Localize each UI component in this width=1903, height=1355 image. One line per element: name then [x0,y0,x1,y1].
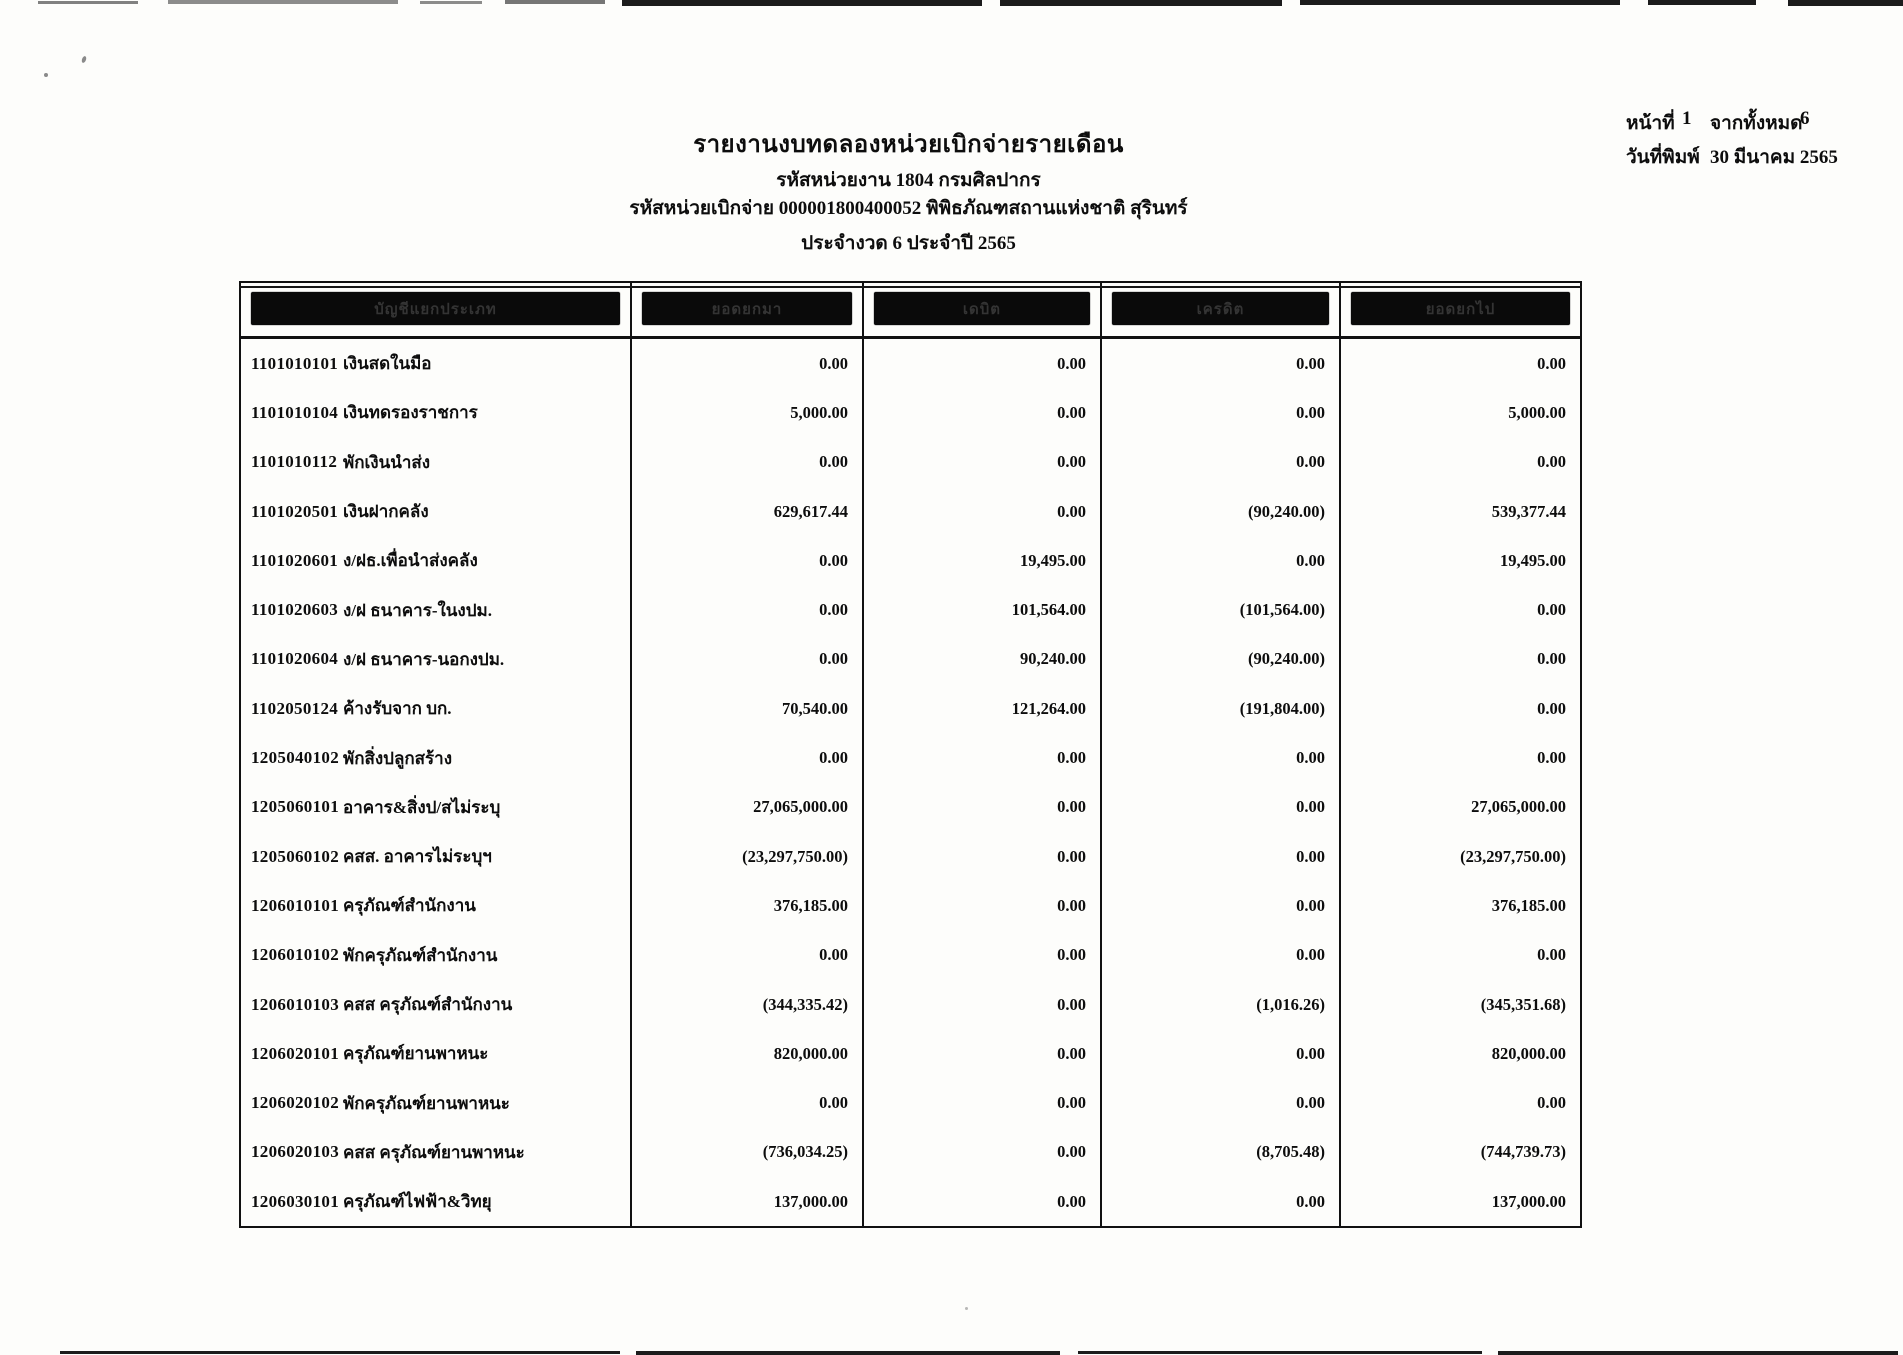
print-date-line [1626,142,1896,176]
credit-amount: (1,016.26) [1102,980,1341,1029]
table-row [241,1128,1580,1177]
account-code: 1205040102 [251,748,339,768]
total-label: จากทั้งหมด [1710,113,1803,134]
account-cell [241,585,632,634]
credit-amount: 0.00 [1102,1078,1341,1127]
credit-amount: 0.00 [1102,931,1341,980]
redacted-header-bar [1351,292,1570,325]
redacted-header-bar [251,292,620,325]
carry-forward-amount: (736,034.25) [632,1128,864,1177]
scan-artifact [1498,1351,1898,1355]
table-row [241,1029,1580,1078]
account-name: คสส ครุภัณฑ์ยานพาหนะ [343,1142,525,1162]
column-header-balance-label: ยอดยกไป [1425,301,1496,318]
account-name: พักครุภัณฑ์ยานพาหนะ [343,1093,510,1113]
credit-amount: 0.00 [1102,733,1341,782]
credit-amount: 0.00 [1102,388,1341,437]
ending-balance-amount: 137,000.00 [1491,1191,1566,1211]
carry-forward-amount: 70,540.00 [632,684,864,733]
carry-forward-amount: 0.00 [632,339,864,388]
ending-balance-amount: 0.00 [1537,698,1566,718]
account-name: อาคาร&สิ่งป/สไม่ระบุ [343,797,501,817]
column-header-debit [864,283,1102,336]
account-code: 1101020603 [251,600,339,620]
credit-amount: (8,705.48) [1102,1128,1341,1177]
table-body [241,339,1580,1226]
account-code: 1206030101 [251,1191,339,1211]
carry-forward-amount: (344,335.42) [632,980,864,1029]
account-cell [241,438,632,487]
debit-amount: 0.00 [864,1128,1102,1177]
scan-artifact [38,1,138,4]
table-row [241,881,1580,930]
account-code: 1101020601 [251,550,339,570]
debit-amount: 0.00 [864,339,1102,388]
carry-forward-amount: 0.00 [632,536,864,585]
scan-artifact [1300,0,1620,5]
carry-forward-amount: 0.00 [632,438,864,487]
table-row [241,931,1580,980]
table-row [241,1177,1580,1226]
account-code: 1205060101 [251,797,339,817]
account-cell [241,881,632,930]
credit-amount: 0.00 [1102,1177,1341,1226]
ending-balance-amount: (744,739.73) [1480,1142,1566,1162]
account-cell [241,635,632,684]
account-code: 1206010102 [251,945,339,965]
scan-artifact [505,0,605,4]
debit-amount: 0.00 [864,1029,1102,1078]
debit-amount: 0.00 [864,733,1102,782]
scan-artifact [168,0,398,4]
scan-speck [965,1307,968,1310]
total-pages: 6 [1800,108,1810,129]
carry-forward-amount: 0.00 [632,733,864,782]
carry-forward-amount: 137,000.00 [632,1177,864,1226]
debit-amount: 0.00 [864,1177,1102,1226]
ending-balance-amount: 539,377.44 [1491,501,1566,521]
carry-forward-amount: 5,000.00 [632,388,864,437]
account-code: 1206020103 [251,1142,339,1162]
trial-balance-table [239,281,1582,1228]
carry-forward-amount: 629,617.44 [632,487,864,536]
account-cell [241,832,632,881]
ending-balance-amount: 19,495.00 [1500,550,1566,570]
credit-amount: (90,240.00) [1102,635,1341,684]
table-row [241,1078,1580,1127]
debit-amount: 0.00 [864,881,1102,930]
table-row [241,783,1580,832]
debit-amount: 0.00 [864,438,1102,487]
column-header-ending-balance [1341,283,1580,336]
column-header-carry-label: ยอดยกมา [711,301,783,318]
credit-amount: 0.00 [1102,536,1341,585]
table-row [241,438,1580,487]
report-title: รายงานงบทดลองหน่วยเบิกจ่ายรายเดือน [693,132,1124,158]
debit-amount: 0.00 [864,487,1102,536]
debit-amount: 90,240.00 [864,635,1102,684]
scan-artifact [1788,0,1903,6]
account-name: คสส ครุภัณฑ์สำนักงาน [343,995,513,1014]
carry-forward-amount: (23,297,750.00) [632,832,864,881]
account-name: ง/ฝ ธนาคาร-ในงปม. [343,600,492,620]
account-name: ง/ฝ ธนาคาร-นอกงปม. [343,649,505,669]
scan-speck [44,73,48,77]
table-row [241,585,1580,634]
carry-forward-amount: 376,185.00 [632,881,864,930]
account-cell [241,1078,632,1127]
redacted-header-bar [1112,292,1329,325]
account-code: 1101010104 [251,402,339,422]
credit-amount: (191,804.00) [1102,684,1341,733]
account-code: 1206010103 [251,994,339,1014]
account-code: 1206020102 [251,1093,339,1113]
account-cell [241,684,632,733]
scan-artifact [420,1,482,4]
account-name: ครุภัณฑ์สำนักงาน [343,896,476,916]
column-header-carry-forward [632,283,864,336]
account-name: พักสิ่งปลูกสร้าง [343,748,453,768]
account-cell [241,980,632,1029]
scan-artifact [60,1351,620,1354]
disbursing-unit-line: รหัสหน่วยเบิกจ่าย 000001800400052 พิพิธภัณฑสถานแห่งชาติ สุรินทร์ [629,198,1188,219]
debit-amount: 0.00 [864,783,1102,832]
account-name: ค้างรับจาก บก. [343,699,452,719]
scan-artifact [1648,0,1756,5]
scan-artifact [622,0,982,6]
account-code: 1101020501 [251,501,339,521]
ending-balance-amount: (23,297,750.00) [1460,846,1566,866]
account-cell [241,536,632,585]
table-row [241,733,1580,782]
print-date-label: วันที่พิมพ์ [1626,147,1700,168]
account-code: 1101010112 [251,452,338,472]
account-cell [241,1177,632,1226]
account-name: พักเงินนำส่ง [343,452,431,472]
account-cell [241,339,632,388]
account-name: เงินทดรองราชการ [343,403,478,423]
credit-amount: 0.00 [1102,1029,1341,1078]
table-row [241,635,1580,684]
scan-artifact [1078,1351,1482,1354]
ending-balance-amount: 0.00 [1537,649,1566,669]
account-name: ครุภัณฑ์ไฟฟ้า&วิทยุ [343,1192,492,1212]
column-header-credit [1102,283,1341,336]
debit-amount: 0.00 [864,388,1102,437]
credit-amount: 0.00 [1102,783,1341,832]
page-label: หน้าที่ [1626,113,1675,134]
credit-amount: 0.00 [1102,438,1341,487]
column-header-credit-label: เครดิต [1196,301,1245,318]
credit-amount: 0.00 [1102,881,1341,930]
ending-balance-amount: 0.00 [1537,600,1566,620]
account-name: เงินสดในมือ [343,354,432,374]
page-number: 1 [1682,108,1692,129]
table-row [241,832,1580,881]
table-row [241,487,1580,536]
account-name: ง/ฝธ.เพื่อนำส่งคลัง [343,551,478,571]
table-row [241,536,1580,585]
ending-balance-amount: 0.00 [1537,945,1566,965]
scan-speck [81,56,87,64]
account-name: คสส. อาคารไม่ระบุฯ [343,847,492,867]
ending-balance-amount: 820,000.00 [1491,1043,1566,1063]
table-row [241,684,1580,733]
debit-amount: 0.00 [864,931,1102,980]
print-date-value: 30 มีนาคม 2565 [1710,147,1838,168]
account-code: 1205060102 [251,846,339,866]
table-row [241,339,1580,388]
credit-amount: (90,240.00) [1102,487,1341,536]
scan-artifact [636,1351,1060,1355]
table-row [241,388,1580,437]
ending-balance-amount: 0.00 [1537,353,1566,373]
ending-balance-amount: 0.00 [1537,452,1566,472]
scan-artifact [1000,0,1282,6]
column-header-account [241,283,632,336]
credit-amount: 0.00 [1102,339,1341,388]
account-cell [241,388,632,437]
carry-forward-amount: 0.00 [632,585,864,634]
account-code: 1102050124 [251,698,339,718]
page-info-block [1626,108,1896,176]
ending-balance-amount: 0.00 [1537,1093,1566,1113]
account-cell [241,931,632,980]
account-cell [241,1128,632,1177]
debit-amount: 19,495.00 [864,536,1102,585]
debit-amount: 0.00 [864,1078,1102,1127]
table-header-row [241,283,1580,339]
ending-balance-amount: 0.00 [1537,748,1566,768]
account-cell [241,1029,632,1078]
ending-balance-amount: 5,000.00 [1508,402,1566,422]
account-code: 1206020101 [251,1043,339,1063]
column-header-account-label: บัญชีแยกประเภท [374,301,497,318]
ending-balance-amount: (345,351.68) [1480,994,1566,1014]
account-cell [241,733,632,782]
debit-amount: 121,264.00 [864,684,1102,733]
account-code: 1101020604 [251,649,339,669]
account-cell [241,783,632,832]
agency-code-line: รหัสหน่วยงาน 1804 กรมศิลปากร [776,170,1041,191]
carry-forward-amount: 820,000.00 [632,1029,864,1078]
column-header-debit-label: เดบิต [962,301,1002,318]
ending-balance-amount: 27,065,000.00 [1471,797,1566,817]
account-code: 1206010101 [251,895,339,915]
redacted-header-bar [874,292,1090,325]
account-cell [241,487,632,536]
page-number-line [1626,108,1896,142]
credit-amount: 0.00 [1102,832,1341,881]
carry-forward-amount: 27,065,000.00 [632,783,864,832]
ending-balance-amount: 376,185.00 [1491,895,1566,915]
debit-amount: 101,564.00 [864,585,1102,634]
account-name: เงินฝากคลัง [343,502,429,522]
redacted-header-bar [642,292,852,325]
account-name: ครุภัณฑ์ยานพาหนะ [343,1044,489,1064]
debit-amount: 0.00 [864,832,1102,881]
debit-amount: 0.00 [864,980,1102,1029]
carry-forward-amount: 0.00 [632,931,864,980]
carry-forward-amount: 0.00 [632,1078,864,1127]
period-line: ประจำงวด 6 ประจำปี 2565 [801,233,1016,254]
carry-forward-amount: 0.00 [632,635,864,684]
account-name: พักครุภัณฑ์สำนักงาน [343,945,498,965]
account-code: 1101010101 [251,353,339,373]
table-row [241,980,1580,1029]
credit-amount: (101,564.00) [1102,585,1341,634]
